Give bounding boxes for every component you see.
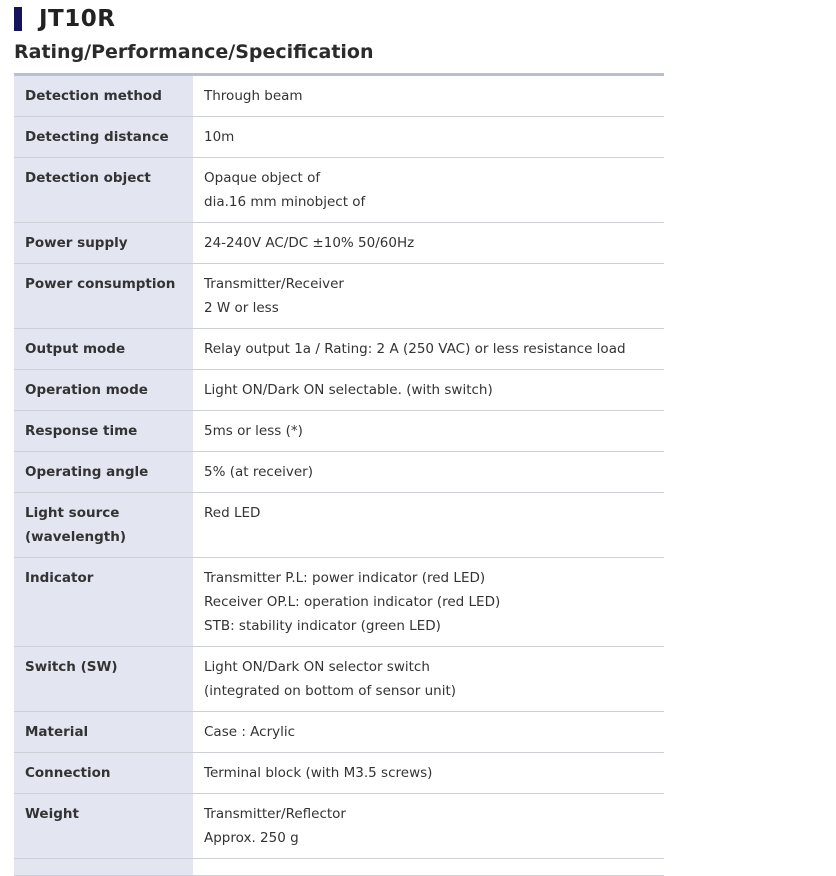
spec-row xyxy=(14,712,664,753)
spec-row xyxy=(14,411,664,452)
spec-value-line: Light ON/Dark ON selectable. (with switch) xyxy=(204,382,493,398)
spec-value-line: STB: stability indicator (green LED) xyxy=(204,618,441,634)
spec-row xyxy=(14,158,664,223)
spec-value xyxy=(193,370,664,411)
spec-row xyxy=(14,859,664,876)
heading-accent-bar xyxy=(14,7,22,31)
spec-value-line: Receiver OP.L: operation indicator (red LED) xyxy=(204,594,501,610)
spec-value-line: 10m xyxy=(204,129,235,145)
spec-label: Weight xyxy=(14,794,193,859)
spec-value xyxy=(193,158,664,223)
spec-row xyxy=(14,329,664,370)
product-heading xyxy=(14,6,115,32)
spec-label: Indicator xyxy=(14,558,193,647)
spec-row xyxy=(14,647,664,712)
spec-value xyxy=(193,753,664,794)
spec-value xyxy=(193,493,664,558)
spec-value-line: Red LED xyxy=(204,505,261,521)
spec-value xyxy=(193,558,664,647)
spec-label: Operating angle xyxy=(14,452,193,493)
spec-value xyxy=(193,859,664,876)
spec-label: Detecting distance xyxy=(14,117,193,158)
spec-row xyxy=(14,753,664,794)
spec-value-line: Transmitter P.L: power indicator (red LED) xyxy=(204,570,486,586)
spec-value xyxy=(193,794,664,859)
spec-value-line: Transmitter/Receiver xyxy=(204,276,344,292)
spec-label: Power supply xyxy=(14,223,193,264)
section-title: Rating/Performance/Specification xyxy=(14,41,374,63)
spec-label: Detection method xyxy=(14,76,193,117)
spec-value xyxy=(193,117,664,158)
product-title: JT10R xyxy=(39,6,116,32)
spec-table-body xyxy=(14,76,664,876)
spec-value-line: Opaque object of xyxy=(204,170,321,186)
spec-value xyxy=(193,647,664,712)
spec-value-line: 5% (at receiver) xyxy=(204,464,313,480)
spec-value xyxy=(193,329,664,370)
spec-value xyxy=(193,264,664,329)
spec-label: Light source (wavelength) xyxy=(14,493,193,558)
spec-row xyxy=(14,452,664,493)
spec-value xyxy=(193,76,664,117)
spec-label xyxy=(14,859,193,876)
spec-value-line: Case : Acrylic xyxy=(204,724,296,740)
spec-value-line: 24-240V AC/DC ±10% 50/60Hz xyxy=(204,235,415,251)
spec-label: Output mode xyxy=(14,329,193,370)
spec-value-line: Approx. 250 g xyxy=(204,830,299,846)
spec-value xyxy=(193,223,664,264)
spec-value-line: 2 W or less xyxy=(204,300,279,316)
spec-row xyxy=(14,493,664,558)
spec-table xyxy=(14,76,664,876)
spec-row xyxy=(14,117,664,158)
spec-value xyxy=(193,452,664,493)
spec-value-line: Terminal block (with M3.5 screws) xyxy=(204,765,433,781)
spec-row xyxy=(14,558,664,647)
spec-label: Response time xyxy=(14,411,193,452)
spec-value-line: (integrated on bottom of sensor unit) xyxy=(204,683,457,699)
spec-value-line: Light ON/Dark ON selector switch xyxy=(204,659,430,675)
spec-value-line: dia.16 mm minobject of xyxy=(204,194,366,210)
spec-value-line: Relay output 1a / Rating: 2 A (250 VAC) or less resistance load xyxy=(204,341,626,357)
spec-value-line: Transmitter/Reflector xyxy=(204,806,346,822)
spec-label: Power consumption xyxy=(14,264,193,329)
spec-label: Operation mode xyxy=(14,370,193,411)
spec-row xyxy=(14,264,664,329)
spec-label: Material xyxy=(14,712,193,753)
spec-value-line: 5ms or less (*) xyxy=(204,423,303,439)
spec-label: Connection xyxy=(14,753,193,794)
spec-value xyxy=(193,712,664,753)
spec-row xyxy=(14,76,664,117)
spec-row xyxy=(14,223,664,264)
spec-label: Switch (SW) xyxy=(14,647,193,712)
spec-value-line: Through beam xyxy=(204,88,303,104)
spec-value xyxy=(193,411,664,452)
spec-label: Detection object xyxy=(14,158,193,223)
spec-row xyxy=(14,794,664,859)
spec-row xyxy=(14,370,664,411)
